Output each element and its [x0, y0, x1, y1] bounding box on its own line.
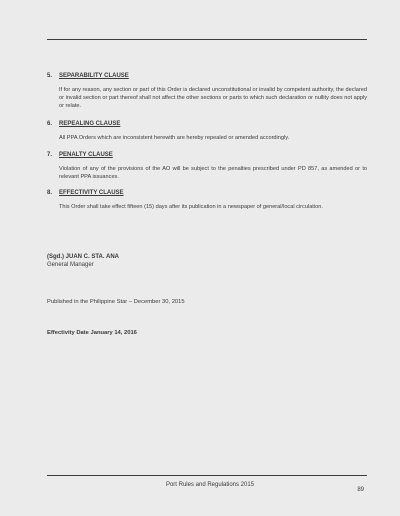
section-heading — [47, 189, 367, 197]
section-penalty — [47, 151, 367, 182]
section-repealing — [47, 120, 367, 143]
section-title: EFFECTIVITY CLAUSE — [59, 190, 124, 196]
section-separability — [47, 72, 367, 110]
section-title: SEPARABILITY CLAUSE — [59, 73, 129, 79]
effectivity-date: Effectivity Date January 14, 2016 — [47, 330, 137, 336]
section-body: All PPA Orders which are inconsistent herewith are hereby repealed or amended accordingly. — [59, 135, 290, 141]
section-body: If for any reason, any section or part of this Order is declared unconstitutional or invalid by competent authority, the declared or invalid section or part thereof shall not affect the other sections or parts to which such declaration or nullity does not apply or relate. — [59, 87, 367, 109]
signature-block — [47, 253, 119, 269]
section-heading — [47, 120, 367, 128]
section-body: This Order shall take effect fifteen (15) days after its publication in a newspaper of general/local circulation. — [59, 204, 323, 210]
section-effectivity — [47, 189, 367, 212]
signatory-position: General Manager — [47, 262, 94, 268]
footer-title: Port Rules and Regulations 2015 — [165, 482, 255, 488]
section-title: REPEALING CLAUSE — [59, 121, 121, 127]
top-divider — [47, 39, 367, 40]
section-title: PENALTY CLAUSE — [59, 152, 113, 158]
bottom-divider — [47, 475, 367, 476]
section-body: Violation of any of the provisions of the AO will be subject to the penalties prescribed under PD 857, as amended or to relevant PPA issuances. — [59, 166, 367, 180]
section-number: 6. — [47, 121, 53, 127]
section-heading — [47, 151, 367, 159]
section-number: 8. — [47, 190, 53, 196]
page-number: 89 — [357, 487, 364, 493]
publication-note: Published in the Philippine Star – December 30, 2015 — [47, 299, 185, 305]
section-number: 5. — [47, 73, 53, 79]
signatory-name: (Sgd.) JUAN C. STA. ANA — [47, 254, 119, 260]
section-heading — [47, 72, 367, 80]
section-number: 7. — [47, 152, 53, 158]
